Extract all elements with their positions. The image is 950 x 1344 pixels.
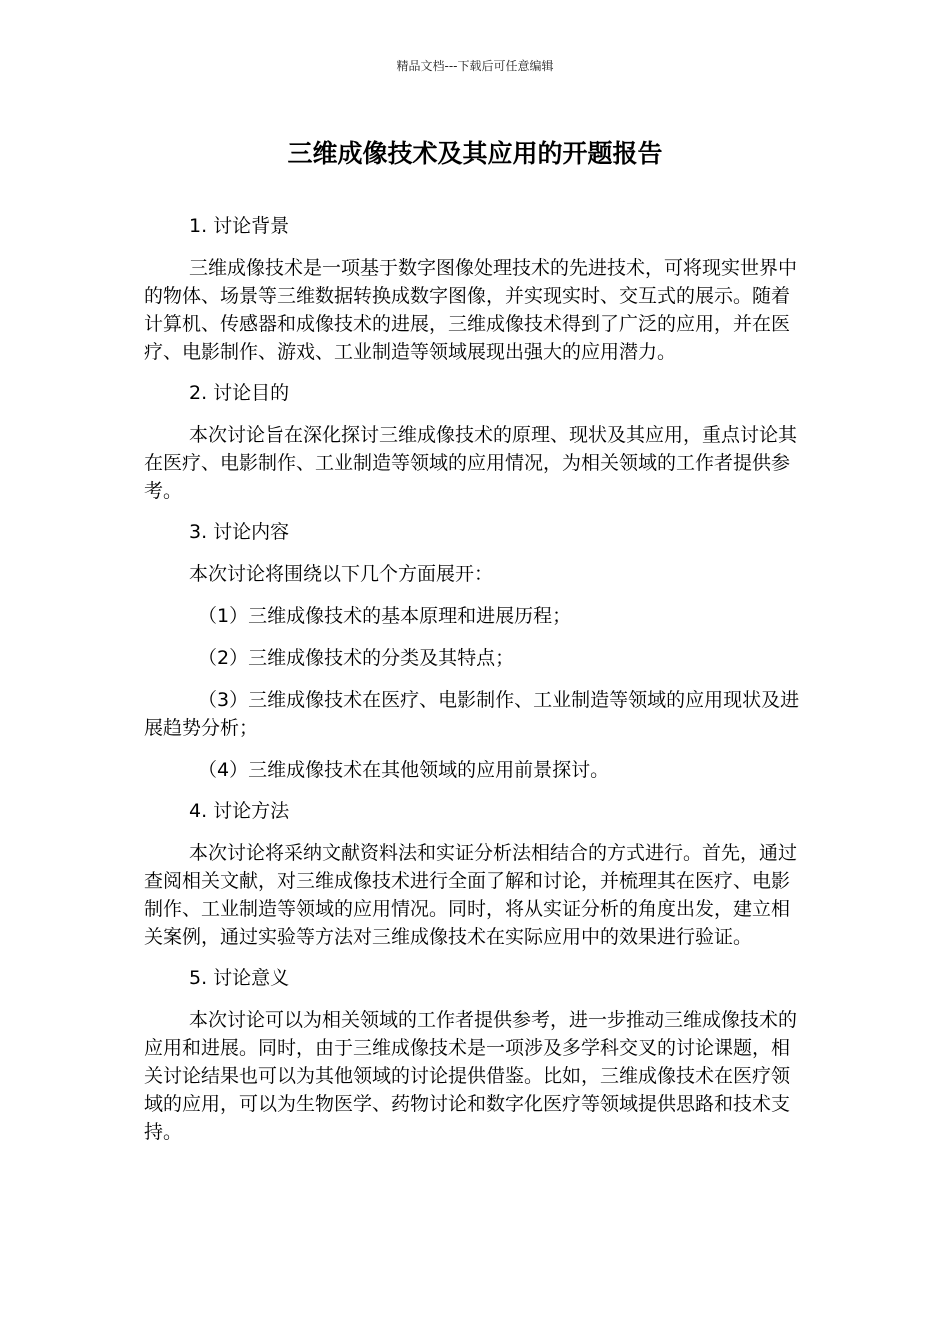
list-item: （2）三维成像技术的分类及其特点； — [198, 647, 515, 669]
document-title: 三维成像技术及其应用的开题报告 — [287, 139, 663, 168]
list-item: （4）三维成像技术在其他领域的应用前景探讨。 — [198, 759, 610, 781]
list-item: （1）三维成像技术的基本原理和进展历程； — [198, 605, 572, 627]
paragraph-method: 本次讨论将采纳文献资料法和实证分析法相结合的方式进行。首先，通过查阅相关文献，对三维成像技术进行全面了解和讨论，并梳理其在医疗、电影制作、工业制造等领域的应用情况。同时，将从实证分析的角度出发，建立相关案例，通过实验等方法对三维成像技术在实际应用中的效果进行验证。 — [144, 842, 798, 948]
section-heading-content: 3. 讨论内容 — [189, 521, 290, 543]
section-heading-significance: 5. 讨论意义 — [189, 967, 290, 989]
section-heading-method: 4. 讨论方法 — [189, 800, 290, 822]
paragraph-purpose: 本次讨论旨在深化探讨三维成像技术的原理、现状及其应用，重点讨论其在医疗、电影制作、工业制造等领域的应用情况，为相关领域的工作者提供参考。 — [144, 424, 798, 502]
section-heading-background: 1. 讨论背景 — [189, 215, 290, 237]
paragraph-significance: 本次讨论可以为相关领域的工作者提供参考，进一步推动三维成像技术的应用和进展。同时，由于三维成像技术是一项涉及多学科交叉的讨论课题，相关讨论结果也可以为其他领域的讨论提供借鉴。比如，三维成像技术在医疗领域的应用，可以为生物医学、药物讨论和数字化医疗等领域提供思路和技术支持。 — [144, 1009, 798, 1143]
document-body — [144, 212, 804, 1146]
paragraph-content-intro: 本次讨论将围绕以下几个方面展开： — [189, 563, 494, 585]
list-item: （3）三维成像技术在医疗、电影制作、工业制造等领域的应用现状及进展趋势分析； — [144, 689, 800, 739]
paragraph-background: 三维成像技术是一项基于数字图像处理技术的先进技术，可将现实世界中的物体、场景等三维数据转换成数字图像，并实现实时、交互式的展示。随着计算机、传感器和成像技术的进展，三维成像技术得到了广泛的应用，并在医疗、电影制作、游戏、工业制造等领域展现出强大的应用潜力。 — [144, 257, 798, 363]
section-heading-purpose: 2. 讨论目的 — [189, 382, 290, 404]
header-note: 精品文档---下载后可任意编辑 — [396, 59, 554, 73]
